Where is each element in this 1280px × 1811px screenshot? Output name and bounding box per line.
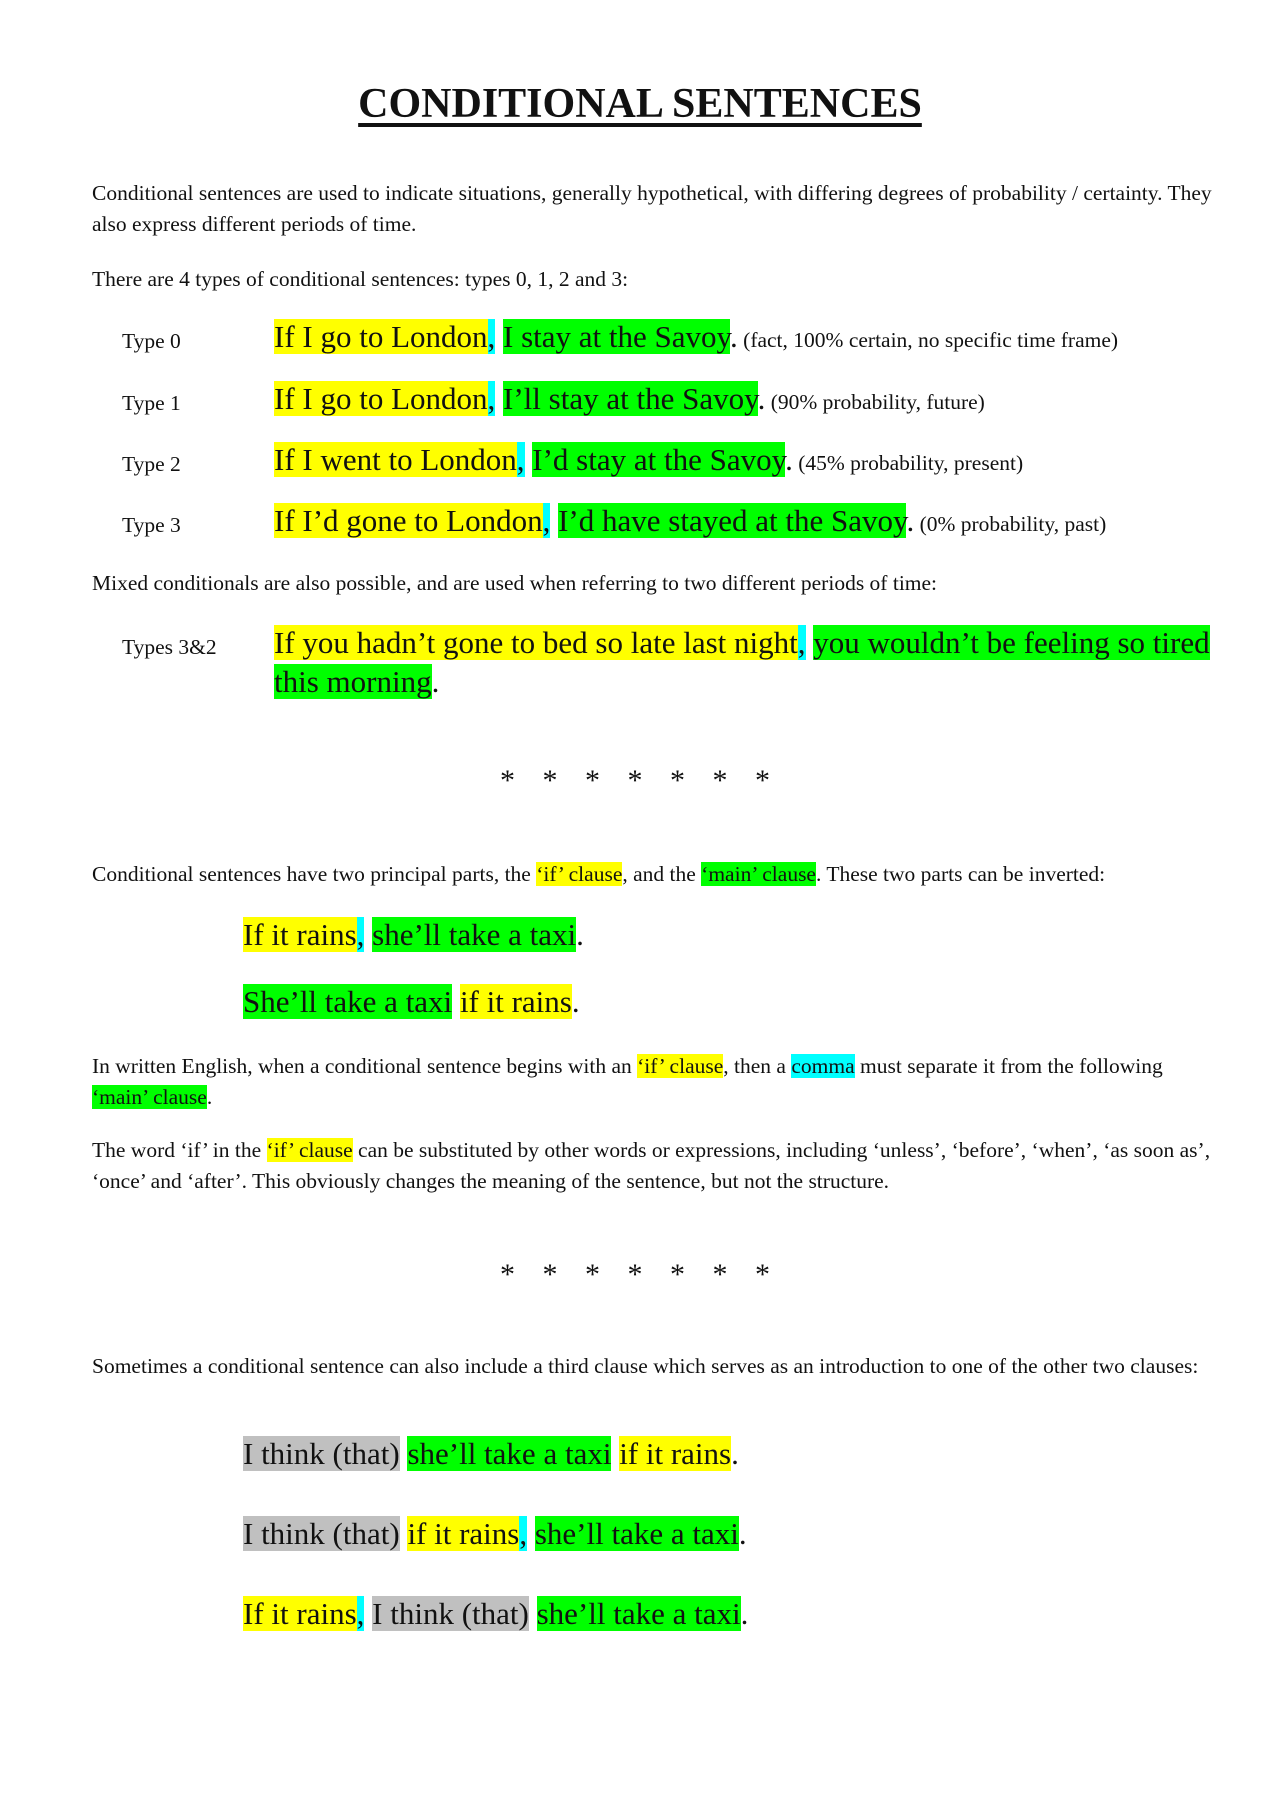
intro-clause: I think (that) bbox=[243, 1436, 400, 1471]
if-clause: If it rains bbox=[243, 917, 357, 952]
page-title: CONDITIONAL SENTENCES bbox=[358, 81, 922, 127]
intro-clause: I think (that) bbox=[372, 1596, 529, 1631]
main-clause: she’ll take a taxi bbox=[372, 917, 577, 952]
space bbox=[529, 1596, 537, 1631]
main-clause: she’ll take a taxi bbox=[407, 1436, 612, 1471]
main-clause: I stay at the Savoy bbox=[503, 319, 731, 354]
intro-paragraph: Conditional sentences are used to indicate situations, generally hypothetical, with differing degrees of probability / certainty. They also express different periods of time. bbox=[92, 181, 1212, 236]
type-label: Type 3 bbox=[122, 513, 181, 537]
main-clause: I’d have stayed at the Savoy bbox=[558, 503, 907, 538]
full-stop: . bbox=[431, 664, 440, 699]
text: . These two parts can be inverted: bbox=[815, 862, 1106, 886]
type-note: (fact, 100% certain, no specific time frame) bbox=[737, 328, 1119, 352]
third-clause-example bbox=[243, 1516, 747, 1552]
comma-mark: , bbox=[356, 917, 365, 952]
if-clause: if it rains bbox=[619, 1436, 732, 1471]
if-clause-term: ‘if’ clause bbox=[637, 1054, 724, 1078]
text: can be substituted by other words or expressions, including ‘unless’, ‘before’, ‘when’, ‘as soon as’, ‘once’ and ‘after’. This obviously changes the meaning of the sentence, but not the structure. bbox=[92, 1138, 1211, 1193]
text: must separate it from the following bbox=[854, 1054, 1163, 1078]
section-separator: * * * * * * * bbox=[500, 1258, 780, 1291]
type-label: Type 0 bbox=[122, 329, 181, 353]
conditional-sentence bbox=[274, 319, 1118, 355]
if-clause: If you hadn’t gone to bed so late last night bbox=[274, 625, 798, 660]
type-note: (45% probability, present) bbox=[792, 451, 1024, 475]
if-clause: If I went to London bbox=[274, 442, 517, 477]
type-label: Type 1 bbox=[122, 391, 181, 415]
full-stop: . bbox=[785, 442, 793, 477]
comma-mark: , bbox=[487, 319, 496, 354]
conditional-sentence bbox=[274, 503, 1106, 539]
full-stop: . bbox=[740, 1596, 749, 1631]
if-clause: if it rains bbox=[459, 984, 572, 1019]
text: . bbox=[206, 1085, 213, 1109]
space bbox=[364, 1596, 372, 1631]
space bbox=[527, 1516, 535, 1551]
space bbox=[495, 319, 503, 354]
text: Conditional sentences have two principal parts, the bbox=[92, 862, 537, 886]
written-paragraph bbox=[92, 1051, 1212, 1113]
main-clause: She’ll take a taxi bbox=[243, 984, 453, 1019]
if-clause: If it rains bbox=[243, 1596, 357, 1631]
space bbox=[550, 503, 558, 538]
example-sentence bbox=[243, 984, 580, 1020]
full-stop: . bbox=[576, 917, 584, 952]
mixed-sentence bbox=[274, 623, 1214, 701]
third-clause-example bbox=[243, 1596, 748, 1632]
conditional-sentence bbox=[274, 381, 985, 417]
space bbox=[495, 381, 503, 416]
comma-mark: , bbox=[487, 381, 496, 416]
type-label: Types 3&2 bbox=[122, 635, 217, 659]
text: The word ‘if’ in the bbox=[92, 1138, 267, 1162]
parts-paragraph bbox=[92, 859, 1212, 890]
comma-mark: , bbox=[356, 1596, 365, 1631]
main-clause: I’d stay at the Savoy bbox=[532, 442, 786, 477]
type-note: (90% probability, future) bbox=[765, 390, 985, 414]
third-clause-intro: Sometimes a conditional sentence can also include a third clause which serves as an introduction to one of the other two clauses: bbox=[92, 1354, 1199, 1378]
if-clause: If I’d gone to London bbox=[274, 503, 543, 538]
main-clause-term: ‘main’ clause bbox=[701, 862, 816, 886]
if-clause-term: ‘if’ clause bbox=[266, 1138, 353, 1162]
full-stop: . bbox=[571, 984, 580, 1019]
space bbox=[364, 917, 372, 952]
main-clause: she’ll take a taxi bbox=[536, 1596, 741, 1631]
if-clause: If I go to London bbox=[274, 319, 488, 354]
comma-mark: , bbox=[519, 1516, 528, 1551]
section-separator: * * * * * * * bbox=[500, 764, 780, 797]
types-intro: There are 4 types of conditional sentences: types 0, 1, 2 and 3: bbox=[92, 267, 629, 291]
main-clause: you wouldn’t be feeling so tired this morning bbox=[274, 625, 1210, 699]
intro-clause: I think (that) bbox=[243, 1516, 400, 1551]
if-clause: if it rains bbox=[407, 1516, 520, 1551]
main-clause: she’ll take a taxi bbox=[534, 1516, 739, 1551]
if-clause: If I go to London bbox=[274, 381, 488, 416]
if-clause-term: ‘if’ clause bbox=[536, 862, 623, 886]
example-sentence bbox=[243, 917, 584, 953]
mixed-intro: Mixed conditionals are also possible, and are used when referring to two different periods of time: bbox=[92, 571, 938, 595]
full-stop: . bbox=[757, 381, 766, 416]
type-note: (0% probability, past) bbox=[914, 512, 1107, 536]
conditional-sentence bbox=[274, 442, 1023, 478]
full-stop: . bbox=[731, 1436, 739, 1471]
main-clause-term: ‘main’ clause bbox=[92, 1085, 207, 1109]
comma-mark: , bbox=[797, 625, 806, 660]
third-clause-example bbox=[243, 1436, 739, 1472]
full-stop: . bbox=[906, 503, 915, 538]
main-clause: I’ll stay at the Savoy bbox=[503, 381, 758, 416]
full-stop: . bbox=[730, 319, 738, 354]
comma-term: comma bbox=[791, 1054, 855, 1078]
substitute-paragraph bbox=[92, 1135, 1212, 1197]
text: , and the bbox=[622, 862, 702, 886]
comma-mark: , bbox=[542, 503, 551, 538]
comma-mark: , bbox=[516, 442, 525, 477]
full-stop: . bbox=[738, 1516, 747, 1551]
space bbox=[452, 984, 460, 1019]
text: In written English, when a conditional sentence begins with an bbox=[92, 1054, 638, 1078]
type-label: Type 2 bbox=[122, 452, 181, 476]
text: , then a bbox=[723, 1054, 792, 1078]
